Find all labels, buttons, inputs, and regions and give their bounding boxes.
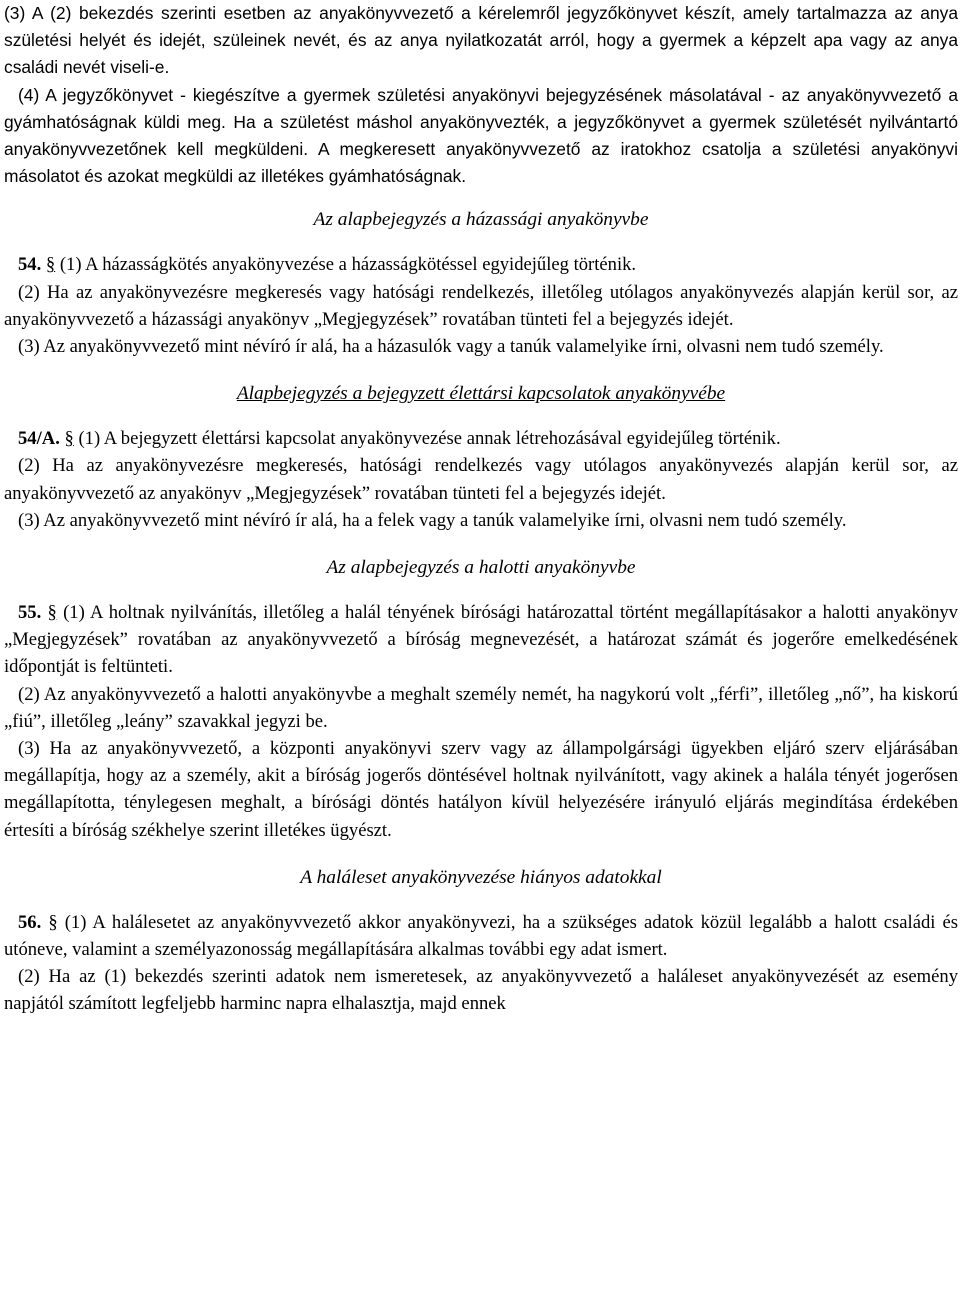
section-54a-paragraph-2: (2) Ha az anyakönyvezésre megkeresés, hatósági rendelkezés vagy utólagos anyakönyvezés alapján kerül sor, az anyakönyvvezető az anyakönyv „Megjegyzések” rovatában tünteti fel a bejegyzés idejét. [4,455,958,504]
section-number: 55. [18,602,42,624]
section-54-paragraph-1 [4,251,958,278]
paragraph-text: (1) A halálesetet az anyakönyvvezető akkor anyakönyvezi, ha a szükséges adatok közül legalább a halott családi és utóneve, valamint a személyazonosság megállapítására alkalmas további egy adat ismert. [4,911,958,961]
paragraph-text: (1) A holtnak nyilvánítás, illetőleg a halál tényének bírósági határozattal történt megállapításakor a halotti anyakönyv „Megjegyzések” rovatában az anyakönyvvezető a bíróság megnevezését, a határozat számát és jogerőre emelkedésének időpontját is feltünteti. [4,602,958,678]
document-page [4,0,958,1018]
section-56-paragraph-2: (2) Ha az (1) bekezdés szerinti adatok nem ismeretesek, az anyakönyvvezető a haláleset anyakönyvezését az esemény napjától számított legfeljebb harminc napra elhalasztja, majd ennek [4,966,958,1015]
paragraph-3-53: (3) A (2) bekezdés szerinti esetben az anyakönyvvezető a kérelemről jegyzőkönyvet készít, amely tartalmazza az anya születési helyét és idejét, szüleinek nevét, és az anya nyilatkozatát arról, hogy a gyermek a képzelt apa vagy az anya családi nevét viseli-e. [4,3,958,78]
section-sign: § [45,254,56,276]
section-54a-paragraph-1 [4,425,958,452]
section-56-paragraph-1 [4,909,958,963]
section-54-paragraph-3: (3) Az anyakönyvvezető mint névíró ír alá, ha a házasulók vagy a tanúk valamelyike írni, olvasni nem tudó személy. [18,336,884,358]
section-number: 54. [18,254,42,276]
section-55-paragraph-3: (3) Ha az anyakönyvvezető, a központi anyakönyvi szerv vagy az állampolgársági ügyekben eljáró szerv eljárásában megállapítja, hogy az a személy, akit a bíróság jogerős döntésével holtnak nyilvánított, vagy akinek a halála tényét jogerősen megállapította, ténylegesen meghalt, a bírósági döntés hatályon kívül helyezésére irányuló eljárás megindítása érdekében értesíti a bíróság székhelye szerint illetékes ügyészt. [4,738,958,841]
section-sign: § [48,911,58,933]
section-55-paragraph-1 [4,599,958,681]
section-54a-paragraph-3: (3) Az anyakönyvvezető mint névíró ír alá, ha a felek vagy a tanúk valamelyike írni, olvasni nem tudó személy. [18,509,847,531]
section-54-paragraph-2: (2) Ha az anyakönyvezésre megkeresés vagy hatósági rendelkezés, illetőleg utólagos anyakönyvezés alapján kerül sor, az anyakönyvvezető a házassági anyakönyv „Megjegyzések” rovatában tünteti fel a bejegyzés idejét. [4,281,958,330]
paragraph-text: (1) A házasságkötés anyakönyvezése a házasságkötéssel egyidejűleg történik. [59,254,637,276]
section-number: 56. [18,911,42,933]
section-heading-partnership [4,380,958,407]
section-55-paragraph-2: (2) Az anyakönyvvezető a halotti anyakönyvbe a meghalt személy nemét, ha nagykorú volt „férfi”, illetőleg „nő”, ha kiskorú „fiú”, illetőleg „leány” szavakkal jegyzi be. [4,683,958,732]
paragraph-text: (1) A bejegyzett élettársi kapcsolat anyakönyvezése annak létrehozásával egyidejűleg történik. [78,428,781,450]
heading-text: Alapbejegyzés a bejegyzett élettársi kapcsolatok anyakönyvébe [236,383,726,405]
section-sign: § [64,428,74,450]
paragraph-4-53: (4) A jegyzőkönyvet - kiegészítve a gyermek születési anyakönyvi bejegyzésének másolatával - az anyakönyvvezető a gyámhatóságnak küldi meg. Ha a születést máshol anyakönyvezték, a jegyzőkönyvet a gyermek születését nyilvántartó anyakönyvvezetőnek kell megküldeni. A megkeresett anyakönyvvezető az iratokhoz csatolja a születési anyakönyvi másolatot és azokat megküldi az illetékes gyámhatóságnak. [4,84,958,187]
section-heading-incomplete-data: A haláleset anyakönyvezése hiányos adatokkal [300,866,662,888]
section-sign: § [47,602,57,624]
section-heading-marriage: Az alapbejegyzés a házassági anyakönyvbe [313,209,649,231]
section-heading-death: Az alapbejegyzés a halotti anyakönyvbe [326,557,636,579]
section-number: 54/A. [18,428,60,450]
